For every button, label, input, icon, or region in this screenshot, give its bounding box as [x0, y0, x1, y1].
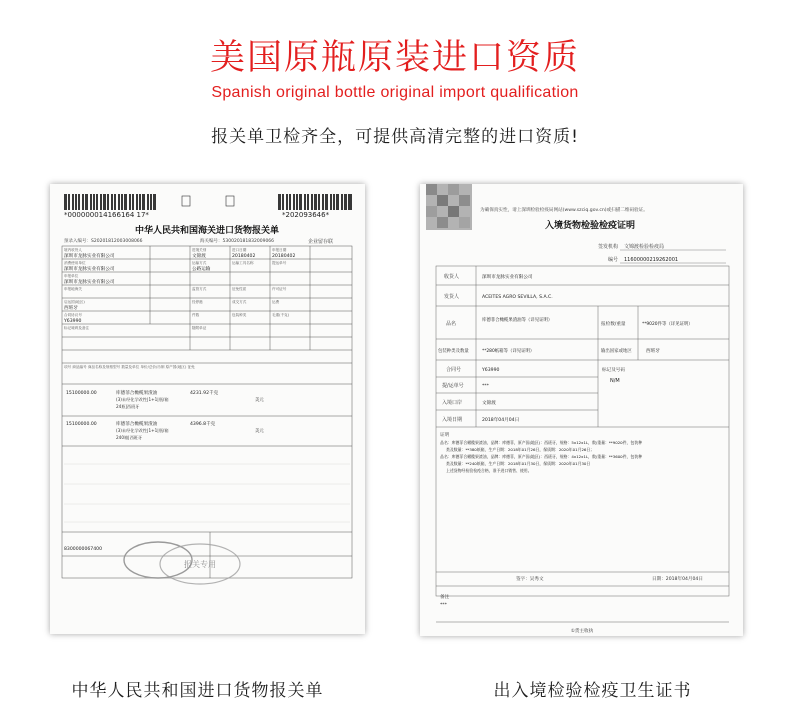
port-label: 入境口岸 [442, 400, 463, 406]
consignor-label: 发货人 [444, 294, 460, 300]
svg-text:经停港: 经停港 [192, 300, 203, 304]
certificate-footer: ①货主收执 [570, 629, 594, 634]
port-value: 文锦渡 [482, 401, 496, 406]
hs-value: **9020件等（详见证明） [642, 322, 693, 327]
remark-line-2: 类及数量：**380纸箱，生产日期：2018年01月26日，保质期：2020年01月26日； [446, 447, 595, 452]
origin-label: 输出国家或地区 [601, 349, 632, 354]
copy-label: 企业留存联 [308, 239, 334, 245]
consignee-value: 深圳市龙脉实业有限公司 [482, 275, 533, 280]
svg-text:进口日期: 进口日期 [232, 248, 247, 252]
date-value: 2018年04月04日 [482, 418, 520, 423]
entry-date-value: 20180402 [232, 254, 256, 259]
issuer-value: 文锦渡检验检疫局 [624, 244, 665, 250]
bill-label: 提/运单号 [442, 383, 464, 389]
item2-spec: 240箱|西班牙 [116, 435, 143, 440]
declaration-no: 预录入编号：S20201812003008066 [64, 239, 143, 244]
barcode-right-number: *202093646* [282, 211, 330, 219]
customs-no: 海关编号：530020181832009066 [200, 239, 275, 244]
item1-no: 15100000.00 [66, 391, 97, 396]
item2-no: 15100000.00 [66, 422, 97, 427]
svg-text:运输工具名称: 运输工具名称 [232, 261, 254, 265]
item1-name: 库德菲合橄榄果渣油 [116, 391, 158, 396]
svg-text:运输方式: 运输方式 [192, 261, 207, 265]
sign-date: 日期：2018年04月04日 [652, 577, 703, 582]
item2-currency: 美元 [255, 429, 264, 434]
product-label: 品名 [446, 321, 457, 327]
certificate-form-grid [436, 266, 729, 596]
item1-currency: 美元 [255, 398, 264, 403]
svg-text:毛重(千克): 毛重(千克) [272, 313, 290, 317]
inspection-certificate-document [420, 184, 743, 636]
date-label: 入境日期 [442, 417, 463, 423]
page-description: 报关单卫检齐全，可提供高清完整的进口资质! [211, 127, 579, 147]
svg-text:项号 商品编号 商品名称及规格型号 数量及单位 单价/总价/: 项号 商品编号 商品名称及规格型号 数量及单位 单价/总价/币制 原产国(地区) 征免 [64, 365, 195, 369]
top-note: 为确保真实性，请上深圳检验检疫局网站(www.szciq.gov.cn)或扫描二维码验证。 [480, 208, 648, 213]
footer-no: 8300000067400 [64, 547, 102, 552]
barcode-left [64, 194, 156, 210]
signer: 签字：吴秀文 [516, 577, 544, 582]
serial-value: 11600000219262001 [624, 257, 679, 263]
origin-country-value: 西班牙 [64, 306, 78, 311]
contract-no-value: Y63990 [64, 319, 82, 324]
caption-left: 中华人民共和国进口货物报关单 [71, 681, 324, 701]
customs-declaration-document [50, 184, 365, 634]
svg-text:申报地海关: 申报地海关 [64, 287, 82, 291]
remark-line-3: 品名：库德菲合橄榄果渣油，品牌：库德菲，原产国(地区)：西班牙，规格：4x12x1L，数/重量：**3600件，包装种 [440, 454, 643, 459]
svg-text:进境关别: 进境关别 [192, 248, 207, 252]
svg-text:启运国(地区): 启运国(地区) [64, 300, 85, 304]
hs-label: 报检数/重量 [601, 322, 626, 327]
package-label: 包装种类及数量 [438, 349, 469, 354]
svg-text:合同协议号: 合同协议号 [64, 313, 82, 317]
note-label: 备注 [440, 595, 450, 600]
remark-line-4: 类及数量：**240纸箱，生产日期：2018年01月30日，保质期：2020年01月30日 [446, 461, 591, 466]
svg-text:包装种类: 包装种类 [232, 313, 247, 317]
caption-right: 出入境检验检疫卫生证书 [493, 681, 692, 701]
svg-text:运费: 运费 [272, 300, 280, 304]
remark-label: 证明 [440, 433, 450, 438]
mark-label: 标记及号码 [602, 368, 625, 373]
svg-text:提运单号: 提运单号 [272, 261, 287, 265]
barcode-right [278, 194, 352, 210]
customs-title: 中华人民共和国海关进口货物报关单 [134, 226, 280, 236]
page-subtitle: Spanish original bottle original import qualification [211, 84, 579, 101]
svg-text:申报日期: 申报日期 [272, 248, 287, 252]
item2-amount: 4396.8千克 [190, 422, 216, 427]
mark-value: N/M [610, 378, 620, 384]
contract-value: Y63990 [482, 368, 500, 373]
barcode-left-number: *000000014166164 17* [64, 211, 149, 219]
consignor-value: ACEITES AGRO SEVILLA, S.A.C. [482, 295, 553, 300]
svg-text:件数: 件数 [192, 313, 200, 317]
declare-date-value: 20180402 [272, 254, 296, 259]
svg-text:标记唛码及备注: 标记唛码及备注 [64, 326, 90, 330]
product-value: 库德菲合橄榄果渣油等（详见证明） [482, 318, 553, 323]
svg-text:申报单位: 申报单位 [64, 274, 79, 278]
customs-stamp [124, 542, 240, 584]
certificate-title: 入境货物检验检疫证明 [544, 221, 636, 231]
svg-text:消费使用单位: 消费使用单位 [64, 261, 86, 265]
contract-label: 合同号 [446, 367, 462, 373]
declaration-form-grid [62, 246, 352, 578]
item1-note: (3)未经化学改性|1+1|瓶/箱 [116, 397, 169, 402]
consignee-label: 收货人 [444, 274, 460, 280]
item1-spec: 24瓶|西班牙 [116, 404, 140, 409]
svg-text:征免性质: 征免性质 [232, 287, 247, 291]
item1-amount: 4231.92千克 [190, 391, 219, 396]
bill-value: *** [482, 384, 489, 389]
svg-text:许可证号: 许可证号 [272, 287, 287, 291]
transport-mode-value: 公路运输 [192, 267, 211, 272]
serial-label: 编号 [608, 257, 619, 263]
svg-text:成交方式: 成交方式 [232, 300, 247, 304]
package-value: **280纸箱等（详见证明） [482, 349, 535, 354]
svg-text:境内收货人: 境内收货人 [64, 248, 82, 252]
inspection-certificate-svg [420, 184, 743, 636]
customs-declaration-svg [50, 184, 365, 634]
page-title: 美国原瓶原装进口资质 [209, 38, 580, 78]
origin-value: 西班牙 [646, 349, 660, 354]
svg-text:随附单证: 随附单证 [192, 326, 207, 330]
svg-text:监管方式: 监管方式 [192, 287, 207, 291]
item2-name: 库德菲合橄榄果渣油 [116, 422, 158, 427]
remark-line-5: 上述货物经检验检疫合格，准予进口销售、使用。 [446, 468, 532, 473]
stamp-text: 报关专用 [184, 560, 216, 569]
qr-code-icon [426, 184, 472, 230]
port-value: 文锦渡 [192, 254, 206, 259]
issuer-label: 签发机构 [598, 244, 619, 250]
declarant-value: 深圳市龙脉实业有限公司 [64, 280, 115, 285]
remark-line-1: 品名：库德菲合橄榄果渣油，品牌：库德菲，原产国(地区)：西班牙，规格：5x12x1L，数/重量：**9020件，包装种 [440, 440, 643, 445]
note-value: *** [440, 603, 447, 608]
consignee-value-2: 深圳市龙脉实业有限公司 [64, 267, 115, 272]
item2-note: (3)未经化学改性|1+1|瓶/箱 [116, 428, 169, 433]
consignee-value: 深圳市龙脉实业有限公司 [64, 254, 115, 259]
